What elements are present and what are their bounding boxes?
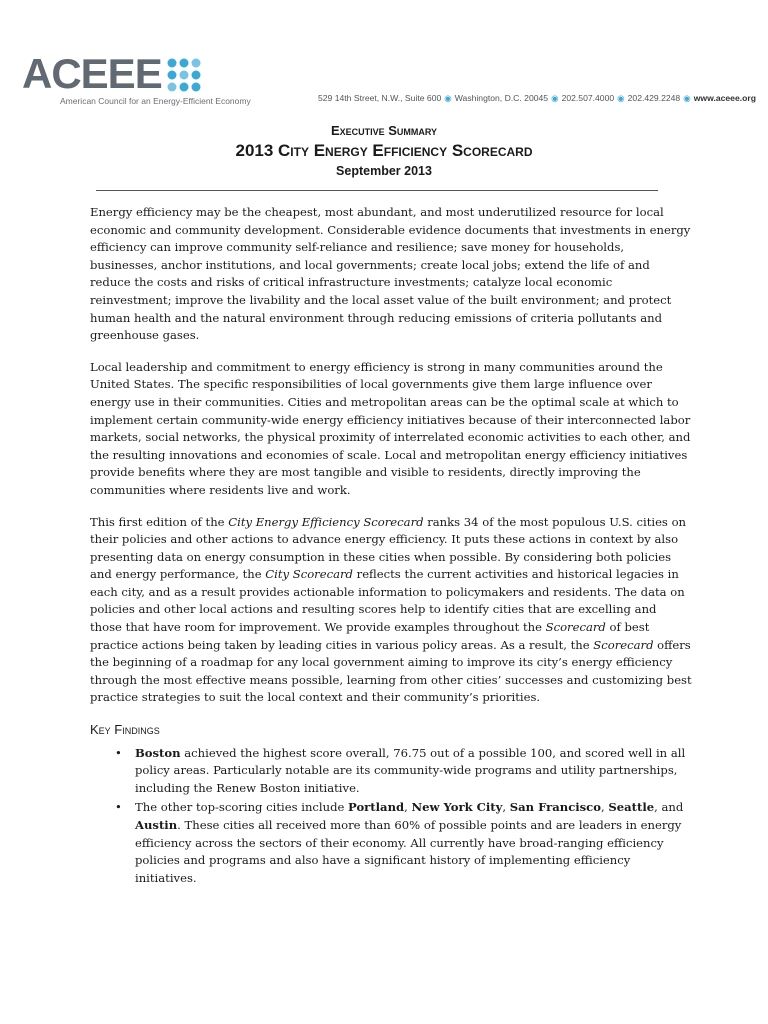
address-line bbox=[318, 93, 756, 104]
key-findings-heading: Key Findings bbox=[90, 722, 160, 738]
title-divider bbox=[96, 190, 658, 191]
logo-tagline: American Council for an Energy-Efficient Economy bbox=[60, 96, 251, 106]
list-item: • Boston achieved the highest score overall, 76.75 out of a possible 100, and scored well in all policy areas. Particularly notable are its community-wide programs and utility partnerships, including the Renew Boston initiative. bbox=[135, 745, 692, 798]
section-label: Executive Summary bbox=[330, 123, 438, 138]
title-block bbox=[0, 122, 768, 180]
page-title: 2013 City Energy Efficiency Scorecard bbox=[235, 141, 533, 160]
website-link[interactable]: www.aceee.org bbox=[693, 93, 756, 103]
separator-icon: ◉ bbox=[444, 93, 452, 103]
paragraph-1: Energy efficiency may be the cheapest, most abundant, and most underutilized resource for local economic and community development. Considerable evidence documents that investments in energy efficiency can improve community self-reliance and resilience; save money for households, businesses, anchor institutions, and local governments; create local jobs; extend the life of and reduce the costs and risks of critical infrastructure investments; catalyze local economic reinvestment; improve the livability and the local asset value of the built environment; and protect human health and the natural environment through reducing emissions of criteria pollutants and greenhouse gases. bbox=[90, 205, 691, 343]
phone-number: 202.507.4000 bbox=[561, 93, 615, 103]
logo-wordmark: ACEEE bbox=[22, 50, 162, 97]
separator-icon: ◉ bbox=[617, 93, 625, 103]
paragraph-2: Local leadership and commitment to energy efficiency is strong in many communities around the United States. The specific responsibilities of local governments give them large influence over energy use in their communities. Cities and metropolitan areas can be the optimal scale at which to implement certain community-wide energy efficiency initiatives because of their interconnected labor markets, social networks, the physical proximity of interrelated economic activities to each other, and the resulting innovations and economies of scale. Local and metropolitan energy efficiency initiatives provide benefits where they are most tangible and visible to residents, directly improving the communities where residents live and work. bbox=[90, 359, 691, 497]
document-body bbox=[90, 204, 692, 889]
key-findings-list bbox=[90, 745, 692, 888]
logo-dots-icon bbox=[166, 57, 212, 97]
paragraph-3: This first edition of the City Energy Efficiency Scorecard ranks 34 of the most populous U.S. cities on their policies and other actions to advance energy efficiency. It puts these actions in context by also presenting data on energy consumption in these cities when possible. By considering both policies and energy performance, the City Scorecard reflects the current activities and historical legacies in each city, and as a result provides actionable information to policymakers and residents. The data on policies and other local actions and resulting scores help to identify cities that are excelling and those that have room for improvement. We provide examples throughout the Scorecard of best practice actions being taken by leading cities in various policy areas. As a result, the Scorecard offers the beginning of a roadmap for any local government aiming to improve its city’s energy efficiency through the most effective means possible, learning from other cities’ successes and customizing best practice strategies to suit the local context and their community’s priorities. bbox=[90, 514, 692, 705]
fax-number: 202.429.2248 bbox=[627, 93, 681, 103]
separator-icon: ◉ bbox=[683, 93, 691, 103]
street-address: 529 14th Street, N.W., Suite 600 bbox=[318, 93, 442, 103]
aceee-logo bbox=[22, 52, 252, 112]
separator-icon: ◉ bbox=[551, 93, 559, 103]
city-address: Washington, D.C. 20045 bbox=[454, 93, 549, 103]
date-line: September 2013 bbox=[336, 164, 432, 178]
list-item: • The other top-scoring cities include Portland, New York City, San Francisco, Seattle, and Austin. These cities all received more than 60% of possible points and are leaders in energy efficiency across the sectors of their economy. All currently have broad-ranging efficiency policies and programs and also have a significant history of implementing efficiency initiatives. bbox=[135, 799, 692, 887]
letterhead bbox=[0, 0, 768, 115]
